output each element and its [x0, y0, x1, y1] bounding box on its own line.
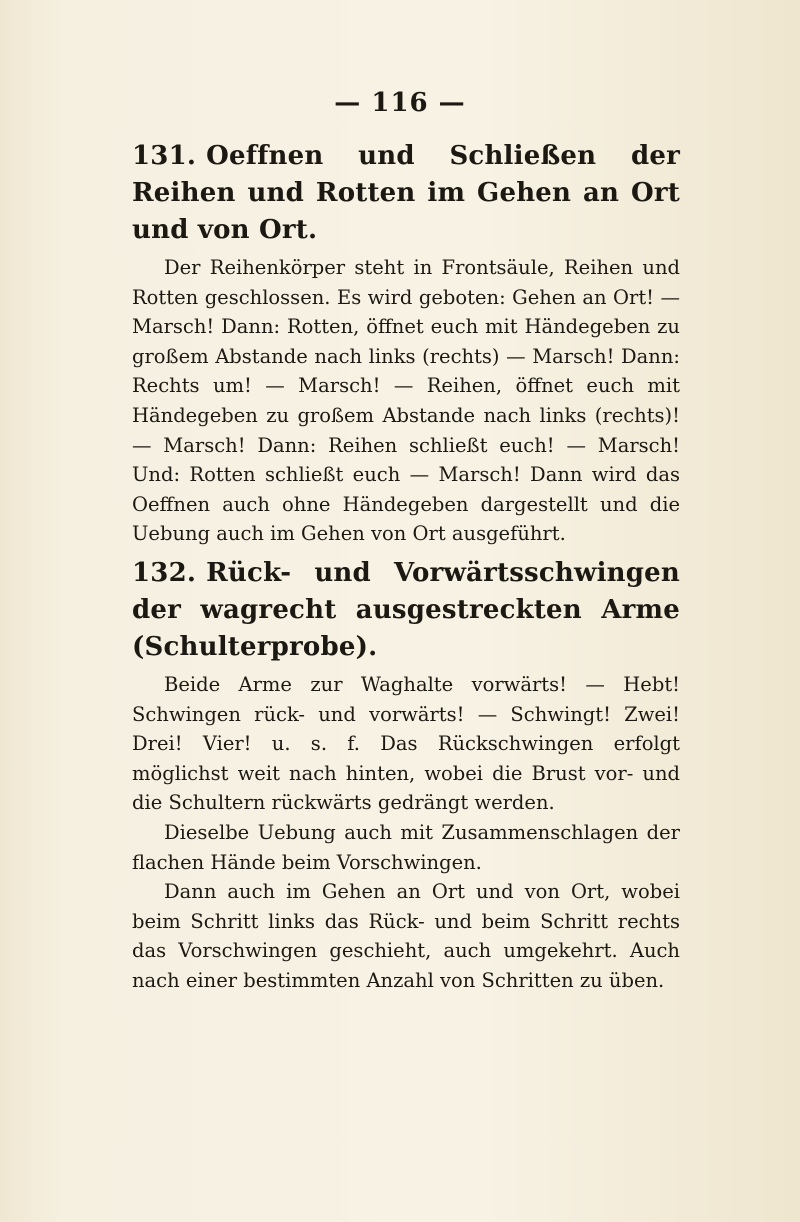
page-number: — 116 —	[334, 88, 466, 118]
section-131-line: großem Abstande nach links (rechts) — Marsch! Dann:	[132, 344, 680, 368]
section-132-paragraph-2: Dieselbe Uebung auch mit Zusammenschlagen der flachen Hände beim Vorschwingen.	[132, 820, 680, 874]
section-132-paragraph-3: Dann auch im Gehen an Ort und von Ort, wobei beim Schritt links das Rück- und beim Schritt rechts das Vorschwingen geschieht, auch umgekehrt. Auch nach einer bestimmten Anzahl von Schritten zu üben.	[132, 880, 680, 992]
section-131-line: Der Reihenkörper steht in Frontsäule, Reihen und Rotten	[132, 256, 680, 309]
text-block	[132, 138, 680, 995]
section-131-line: Oeffnen auch ohne Händegeben dargestellt und die Uebung	[132, 492, 680, 546]
section-132-number: 132.	[132, 557, 197, 588]
section-131-line: — Marsch! Dann: Reihen schließt euch! — Marsch!	[132, 433, 680, 457]
section-131-number: 131.	[132, 141, 197, 171]
section-131-line: Und: Rotten schließt euch — Marsch! Dann wird das	[132, 463, 680, 487]
section-131-line: geschlossen. Es wird geboten: Gehen an Ort! — Marsch!	[132, 285, 680, 339]
section-132-title: Rück- und Vorwärtsschwingen der wagrecht ausgestreckten Arme (Schulterprobe).	[132, 557, 680, 662]
section-131-paragraph	[132, 253, 680, 549]
section-131-line: Händegeben zu großem Abstande nach links (rechts)!	[132, 403, 680, 427]
section-131-line: Dann: Rotten, öffnet euch mit Händegeben zu	[221, 315, 680, 339]
section-132-heading	[132, 555, 680, 666]
section-132-paragraph-1: Beide Arme zur Waghalte vorwärts! — Hebt! Schwingen rück- und vorwärts! — Schwingt! Zwei! Drei! Vier! u. s. f. Das Rückschwingen erfolgt möglichst weit nach hinten, wobei die Brust vor- und die Schultern rückwärts gedrängt werden.	[132, 672, 680, 815]
section-131-line: auch im Gehen von Ort ausgeführt.	[216, 522, 566, 546]
section-131-heading	[132, 138, 680, 249]
section-131-line: Rechts um! — Marsch! — Reihen, öffnet euch mit	[132, 374, 680, 398]
section-131-title: Oeffnen und Schließen der Reihen und Rotten im Gehen an Ort und von Ort.	[132, 141, 680, 245]
